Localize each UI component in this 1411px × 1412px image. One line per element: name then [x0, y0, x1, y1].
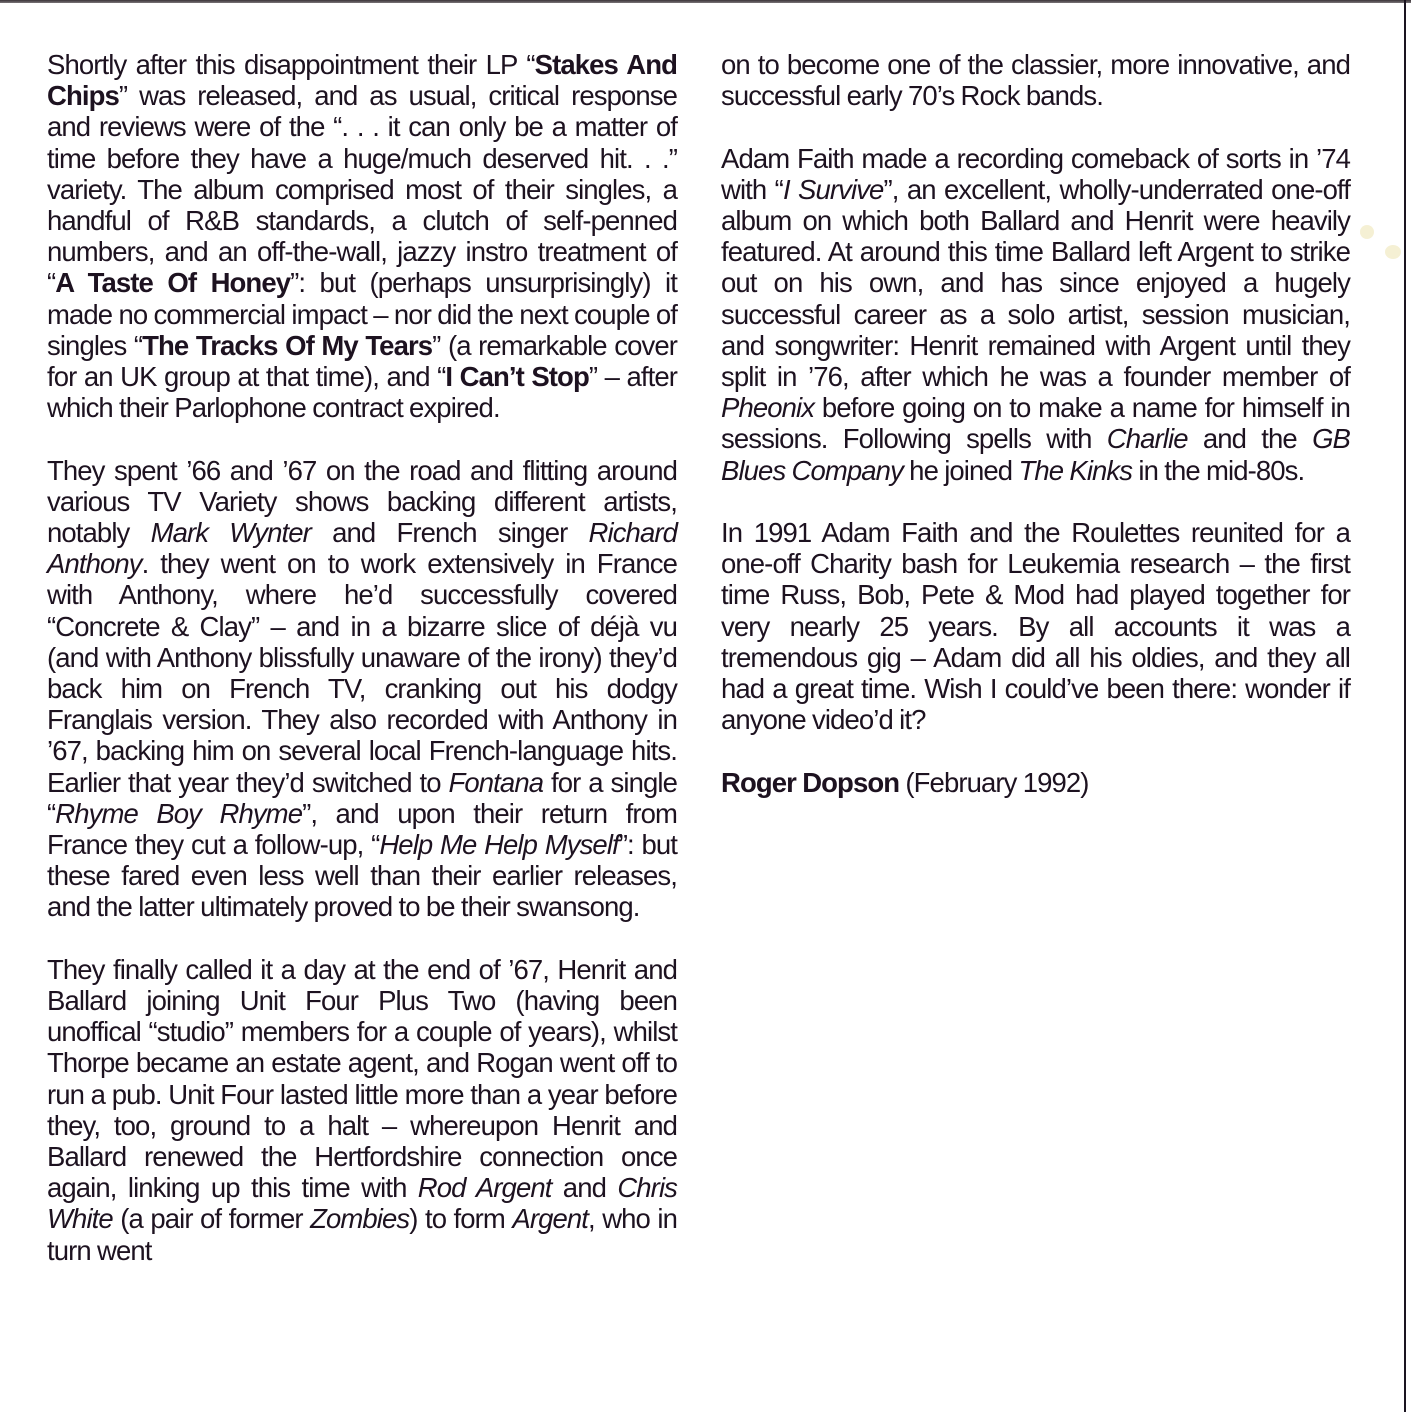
bold-title: I Can’t Stop: [445, 361, 589, 393]
bold-title: The Tracks Of My Tears: [142, 329, 433, 361]
left-column: [47, 49, 677, 1297]
text-run: They finally called it a day at the end of ’67, Henrit and Ballard joining Unit Four Plus Two (having been unoffical “studio” members for a couple of years), whilst Thorpe became an estate agent, and Rogan went off to run a pub. Unit Four lasted little more than a year before they, too, ground to a halt – whereupon Henrit and Ballard renewed the Hertfordshire connection once again, linking up this time with: [47, 953, 677, 1204]
paragraph: [47, 455, 677, 923]
text-run: he joined: [902, 454, 1019, 486]
italic-name: Rhyme Boy Rhyme: [55, 797, 303, 829]
bold-title: Stakes And Chips: [47, 49, 677, 112]
text-run: and: [551, 1172, 618, 1204]
bold-title: A Taste Of Honey: [55, 267, 291, 299]
paper-stain: [1385, 245, 1401, 259]
italic-name: The Kinks: [1018, 454, 1133, 486]
text-run: , who in turn went: [47, 1203, 677, 1266]
signature-date: (February 1992): [905, 766, 1089, 798]
italic-name: Argent: [512, 1203, 589, 1235]
text-run: They spent ’66 and ’67 on the road and flitting around various TV Variety shows backing different artists, notably: [47, 454, 677, 549]
paragraph: [721, 517, 1350, 735]
text-run: Shortly after this disappointment their LP “: [47, 49, 535, 80]
paragraph: [721, 143, 1350, 486]
paragraph: [47, 954, 677, 1266]
text-run: In 1991 Adam Faith and the Roulettes reunited for a one-off Charity bash for Leukemia research – the first time Russ, Bob, Pete & Mod had played together for very nearly 25 years. By all accounts it was a tremendous gig – Adam did all his oldies, and they all had a great time. Wish I could’ve been there: wonder if anyone video’d it?: [721, 517, 1350, 736]
author-name: Roger Dopson: [721, 766, 900, 798]
italic-name: Richard Anthony: [47, 517, 677, 580]
text-run: ”: but these fared even less well than their earlier releases, and the latter ultimately proved to be their swansong.: [47, 829, 677, 923]
text-run: and the: [1187, 423, 1313, 455]
right-border: [1404, 0, 1406, 1412]
text-run: ” (a remarkable cover for an UK group at that time), and “: [47, 329, 677, 393]
text-run: Adam Faith made a recording comeback of sorts in ’74 with “: [721, 142, 1350, 205]
text-run: . they went on to work extensively in France with Anthony, where he’d successfully covered “Concrete & Clay” – and in a bizarre slice of déjà vu (and with Anthony blissfully unaware of the irony) they’d back him on French TV, cranking out his dodgy Franglais version. They also recorded with Anthony in ’67, backing him on several local French-language hits. Earlier that year they’d switched to: [47, 548, 677, 798]
paragraph: [47, 49, 677, 423]
paragraph: [721, 49, 1350, 111]
text-run: (a pair of former: [112, 1203, 311, 1235]
text-run: in the mid-80s.: [1132, 454, 1305, 486]
italic-name: Pheonix: [721, 392, 815, 424]
italic-name: Fontana: [448, 766, 544, 798]
italic-name: Charlie: [1106, 423, 1188, 455]
text-run: ” was released, and as usual, critical response and reviews were of the “. . . it can only be a matter of time before they have a huge/much deserved hit. . .” variety. The album comprised most of their singles, a handful of R&B standards, a clutch of self-penned numbers, and an off-the-wall, jazzy instro treatment of “: [47, 80, 677, 299]
text-run: for a single “: [47, 766, 677, 829]
right-column: [721, 49, 1350, 829]
text-run: ”, an excellent, wholly-underrated one-off album on which both Ballard and Henrit were heavily featured. At around this time Ballard left Argent to strike out on his own, and has since enjoyed a hugely successful career as a solo artist, session musician, and songwriter: Henrit remained with Argent until they split in ’76, after which he was a founder member of: [721, 173, 1350, 393]
italic-name: GB Blues Company: [721, 423, 1350, 486]
text-run: before going on to make a name for himself in sessions. Following spells with: [721, 392, 1350, 455]
paper-stain: [1360, 225, 1374, 239]
text-run: ) to form: [409, 1203, 513, 1235]
text-run: ”: but (perhaps unsurprisingly) it made no commercial impact – nor did the next couple of singles “: [47, 267, 678, 361]
text-run: and French singer: [310, 517, 589, 549]
italic-name: Help Me Help Myself: [379, 829, 619, 861]
signature: [721, 767, 1350, 798]
text-run: ” – after which their Parlophone contract expired.: [47, 361, 677, 424]
italic-name: Mark Wynter: [150, 517, 311, 549]
italic-name: I Survive: [782, 173, 884, 205]
text-run: ”, and upon their return from France they cut a follow-up, “: [47, 797, 677, 861]
italic-name: Zombies: [310, 1203, 410, 1235]
text-run: on to become one of the classier, more innovative, and successful early 70’s Rock bands.: [721, 49, 1350, 112]
italic-name: Chris White: [47, 1172, 677, 1235]
top-border: [0, 0, 1411, 3]
italic-name: Rod Argent: [417, 1172, 552, 1204]
